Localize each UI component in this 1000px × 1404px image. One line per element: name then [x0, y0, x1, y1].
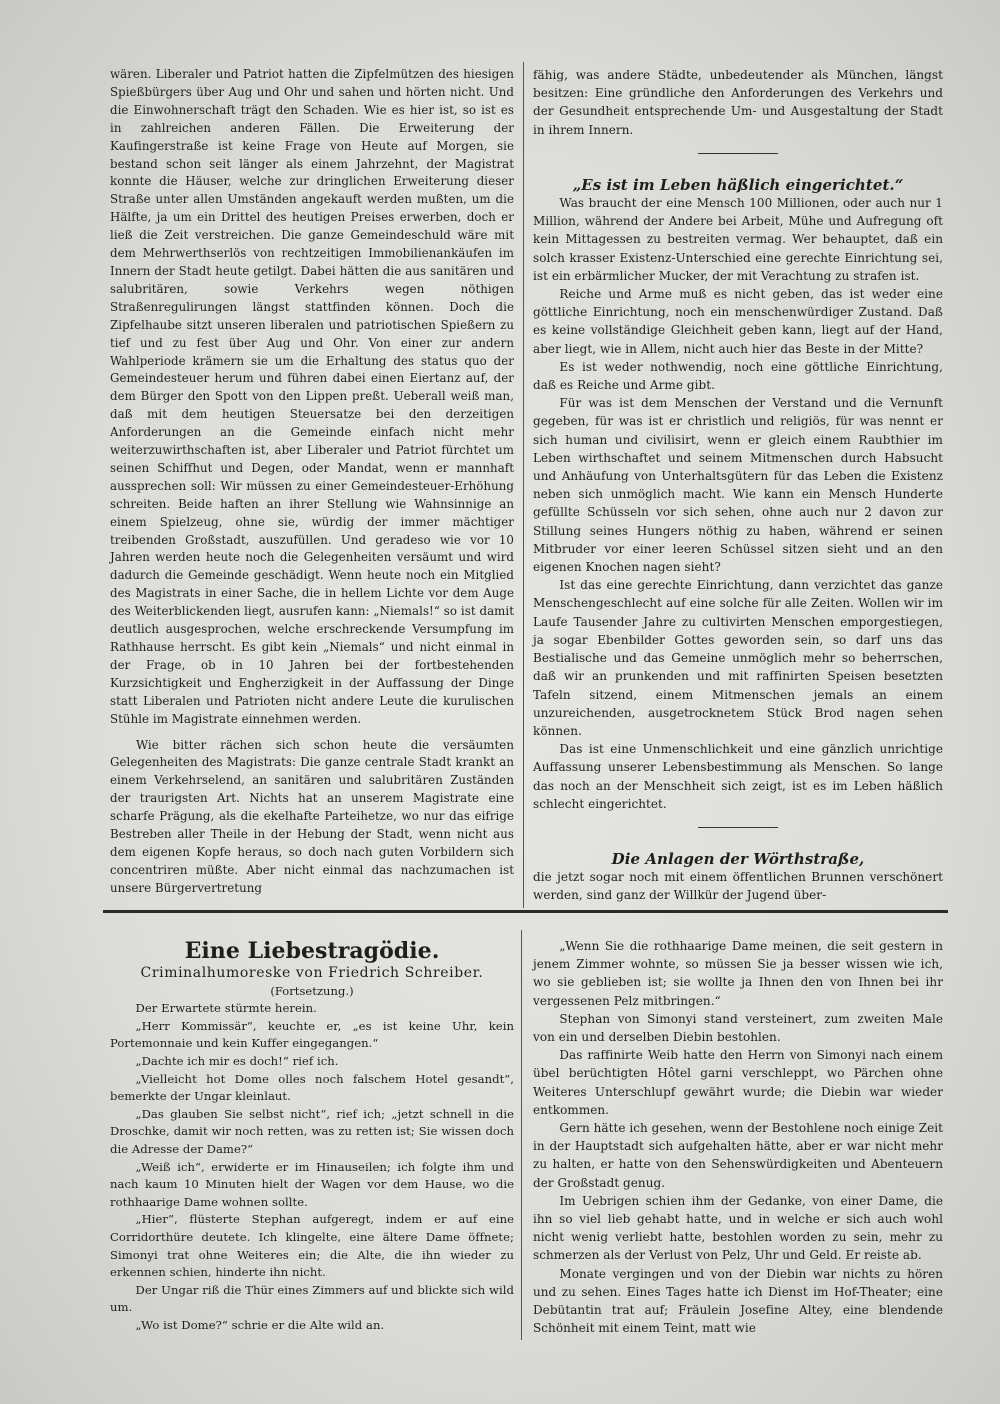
- paragraph: „Dachte ich mir es doch!“ rief ich.: [135, 1053, 339, 1068]
- separator-rule: [698, 153, 778, 154]
- paragraph: wären. Liberaler und Patriot hatten die Zipfelmützen des hiesigen Spießbürgers über Aug und Ohr und sahen und hörten nicht. Und die Einwohnerschaft trägt den Schaden. Wie es hier ist, so ist es in zahlreichen anderen Fällen. Die Erweiterung der Kaufingerstraße ist keine Frage von Heute auf Morgen, sie bestand schon seit länger als einem Jahrzehnt, der Magistrat konnte die Häuser, welche zur dringlichen Erweiterung dieser Straße unter allen Umständen angekauft werden mußten, um die Hälfte, ja um ein Drittel des heutigen Preises erwerben, doch er ließ die Zeit verstreichen. Die ganze Gemeindeschuld wäre mit dem Mehrwerthserlös von rechtzeitigen Immobilienankäufen im Innern der Stadt heute getilgt. Dabei hätten die aus sanitären und salubritären, sowie Verkehrs wegen nöthigen Straßenregulirungen längst stattfinden können. Doch die Zipfelhaube sitzt unseren liberalen und patriotischen Spießern zu tief und zu fest über Aug und Ohr. Von einer zur andern Wahlperiode krämern sie um die Erhaltung des status quo der Gemeindesteuer herum und führen dabei einen Eiertanz auf, der dem Bürger den Spott von den Lippen preßt. Ueberall weiß man, daß mit dem heutigen Steuersatze bei den derzeitigen Anforderungen an die Gemeinde einfach nicht mehr weiterzuwirthschaften ist, aber Liberaler und Patriot fürchtet um seinen Schiffhut und Degen, oder Mandat, wenn er mannhaft aussprechen soll: Wir müssen zu einer Gemeindesteuer-Erhöhung schreiten. Beide haften an ihrer Stellung wie Wahnsinnige an einem Spielzeug, ohne sie, würdig der immer mächtiger treibenden Großstadt, auszufüllen. Und geradeso wie vor 10 Jahren werden heute noch die Gelegenheiten versäumt und wird dadurch die Gemeinde geschädigt. Wenn heute noch ein Mitglied des Magistrats in einer Sache, die in hellem Lichte vor dem Auge des Weiterblickenden liegt, ausrufen kann: „Niemals!“ so ist damit deutlich ausgesprochen, welche erschreckende Versumpfung im Rathhause herrscht. Es gibt kein „Niemals“ und nicht einmal in der Frage, ob in 10 Jahren bei der fortbestehenden Kurzsichtigkeit und Engherzigkeit in der Auffassung der Dinge statt Liberalen und Patrioten nicht andere Leute die kurulischen Stühle im Magistrate einnehmen werden.: [110, 67, 514, 726]
- paragraph: die jetzt sogar noch mit einem öffentlichen Brunnen verschönert werden, sind ganz der Willkür der Jugend über-: [533, 870, 943, 903]
- paragraph: „Hier“, flüsterte Stephan aufgeregt, indem er auf eine Corridorthüre deutete. Ich klingelte, eine ältere Dame öffnete; Simonyi trat ohne Weiteres ein; die Alte, die ihn wieder zu erkennen schien, hinderte ihn nicht.: [110, 1212, 514, 1280]
- column-divider-top: [523, 62, 524, 908]
- paragraph: Reiche und Arme muß es nicht geben, das ist weder eine göttliche Einrichtung, noch ein menschenwürdiger Zustand. Daß es keine vollständige Gleichheit geben kann, liegt auf der Hand, aber liegt, wie in Allem, nicht auch hier das Beste in der Mitte?: [533, 287, 943, 356]
- paragraph: „Wenn Sie die rothhaarige Dame meinen, die seit gestern in jenem Zimmer wohnte, so müssen Sie ja besser wissen wie ich, wo sie geblieben ist; sie wollte ja Ihnen den von Ihnen bei ihr vergessenen Pelz mitbringen.“: [533, 939, 943, 1008]
- paragraph: Ist das eine gerechte Einrichtung, dann verzichtet das ganze Menschengeschlecht auf eine solche für alle Zeiten. Wollen wir im Laufe Tausender Jahre zu cultivirten Menschen emporgestiegen, ja sogar Ebenbilder Gottes geworden sein, so darf uns das Bestialische und das Gemeine unmöglich mehr so beherrschen, daß wir an prunkenden und mit raffinirten Speisen besetzten Tafeln sitzend, einem Mitmenschen jemals an einem unzureichenden, ausgetrocknetem Stück Brod nagen sehen können.: [533, 578, 943, 738]
- paragraph: „Weiß ich“, erwiderte er im Hinauseilen; ich folgte ihm und nach kaum 10 Minuten hielt der Wagen vor dem Hause, wo die rothhaarige Dame wohnen sollte.: [110, 1159, 514, 1209]
- left-top-column: [110, 66, 514, 898]
- paragraph: Für was ist dem Menschen der Verstand und die Vernunft gegeben, für was ist er christlich und religiös, für was nennt er sich human und civilisirt, wenn er gleich einem Raubthier im Leben wirthschaftet und seinem Mitmenschen durch Habsucht und Anhäufung von Unterhaltsgütern für das Leben die Existenz neben sich unmöglich macht. Wie kann ein Mensch Hunderte gefüllte Schüsseln vor sich sehen, ohne auch nur 2 davon zur Stillung seines Hungers nöthig zu haben, während er seinen Mitbruder vor einer leeren Schüssel sitzen sieht und an den eigenen Knochen nagen sieht?: [533, 396, 943, 575]
- paragraph: Was braucht der eine Mensch 100 Millionen, oder auch nur 1 Million, während der Andere bei Arbeit, Mühe und Aufregung oft kein Mittagessen zu bestreiten vermag. Wer behauptet, daß ein solch krasser Existenz-Unterschied eine gerechte Einrichtung sei, ist ein erbärmlicher Mucker, der mit Verachtung zu strafen ist.: [533, 196, 943, 283]
- right-top-column: [533, 66, 943, 905]
- paragraph: Wie bitter rächen sich schon heute die versäumten Gelegenheiten des Magistrats: Die ganze centrale Stadt krankt an einem Verkehrselend, an sanitären und salubritären Zuständen der traurigsten Art. Nichts hat an unserem Magistrate eine scharfe Prägung, als die ekelhafte Parteihetze, wo nur das eifrige Bestreben aller Theile in der Hebung der Stadt, wenn nicht aus dem eigenen Kopfe heraus, so doch nach guten Vorbildern sich concentriren müßte. Aber nicht einmal das nachzumachen ist unsere Bürgervertretung: [110, 737, 514, 895]
- paragraph: Stephan von Simonyi stand versteinert, zum zweiten Male von ein und derselben Diebin bestohlen.: [533, 1011, 943, 1045]
- paragraph: fähig, was andere Städte, unbedeutender als München, längst besitzen: Eine gründliche den Anforderungen des Verkehrs und der Gesundheit entsprechende Um- und Ausgestaltung der Stadt in ihrem Innern.: [533, 68, 943, 137]
- separator-rule: [698, 827, 778, 828]
- feuilleton-subtitle: Criminalhumoreske von Friedrich Schreiber.: [140, 965, 484, 981]
- paragraph: Es ist weder nothwendig, noch eine göttliche Einrichtung, daß es Reiche und Arme gibt.: [533, 359, 943, 393]
- feuilleton-right-column: [533, 937, 943, 1337]
- paragraph: Im Uebrigen schien ihm der Gedanke, von einer Dame, die ihn so viel lieb gehabt hatte, und in welche er sich auch wohl nicht wenig verliebt hatte, bestohlen worden zu sein, mehr zu schmerzen als der Verlust von Pelz, Uhr und Geld. Er reiste ab.: [533, 1193, 943, 1263]
- paragraph: Der Erwartete stürmte herein.: [135, 1001, 317, 1016]
- column-divider-bottom: [521, 930, 522, 1340]
- paragraph: Monate vergingen und von der Diebin war nichts zu hören und zu sehen. Eines Tages hatte ich Dienst im Hof-Theater; eine Debütantin trat auf; Fräulein Josefine Altey, eine blendende Schönheit mit einem Teint, matt wie: [533, 1266, 943, 1336]
- feuilleton-left-column: [110, 937, 514, 1334]
- article-heading: Die Anlagen der Wörthstraße,: [611, 849, 865, 868]
- article-heading: „Es ist im Leben häßlich eingerichtet.“: [572, 175, 904, 194]
- paragraph: „Das glauben Sie selbst nicht“, rief ich; „jetzt schnell in die Droschke, damit wir noch retten, was zu retten ist; Sie wissen doch die Adresse der Dame?“: [110, 1106, 514, 1156]
- paragraph: Das ist eine Unmenschlichkeit und eine gänzlich unrichtige Auffassung unserer Lebensbestimmung als Menschen. So lange das noch an der Menschheit sich zeigt, ist es im Leben häßlich schlecht eingerichtet.: [533, 742, 943, 811]
- section-rule: [103, 910, 948, 913]
- paragraph: „Wo ist Dome?“ schrie er die Alte wild an.: [135, 1317, 385, 1332]
- feuilleton-title: Eine Liebestragödie.: [184, 938, 440, 964]
- paragraph: „Vielleicht hot Dome olles noch falschem Hotel gesandt“, bemerkte der Ungar kleinlaut.: [110, 1071, 514, 1104]
- paragraph: „Herr Kommissär“, keuchte er, „es ist keine Uhr, kein Portemonnaie und kein Kuffer eingegangen.“: [110, 1018, 514, 1051]
- paragraph: Das raffinirte Weib hatte den Herrn von Simonyi nach einem übel berüchtigten Hôtel garni verschleppt, wo Pärchen ohne Weiteres Unterschlupf gewährt wurde; die Diebin war wieder entkommen.: [533, 1048, 943, 1117]
- paragraph: Der Ungar riß die Thür eines Zimmers auf und blickte sich wild um.: [110, 1282, 514, 1315]
- paragraph: Gern hätte ich gesehen, wenn der Bestohlene noch einige Zeit in der Hauptstadt sich aufgehalten hätte, aber er war nicht mehr zu halten, er hatte von den Sehenswürdigkeiten und Abenteuern der Großstadt genug.: [533, 1121, 943, 1190]
- continuation-note: (Fortsetzung.): [270, 983, 354, 998]
